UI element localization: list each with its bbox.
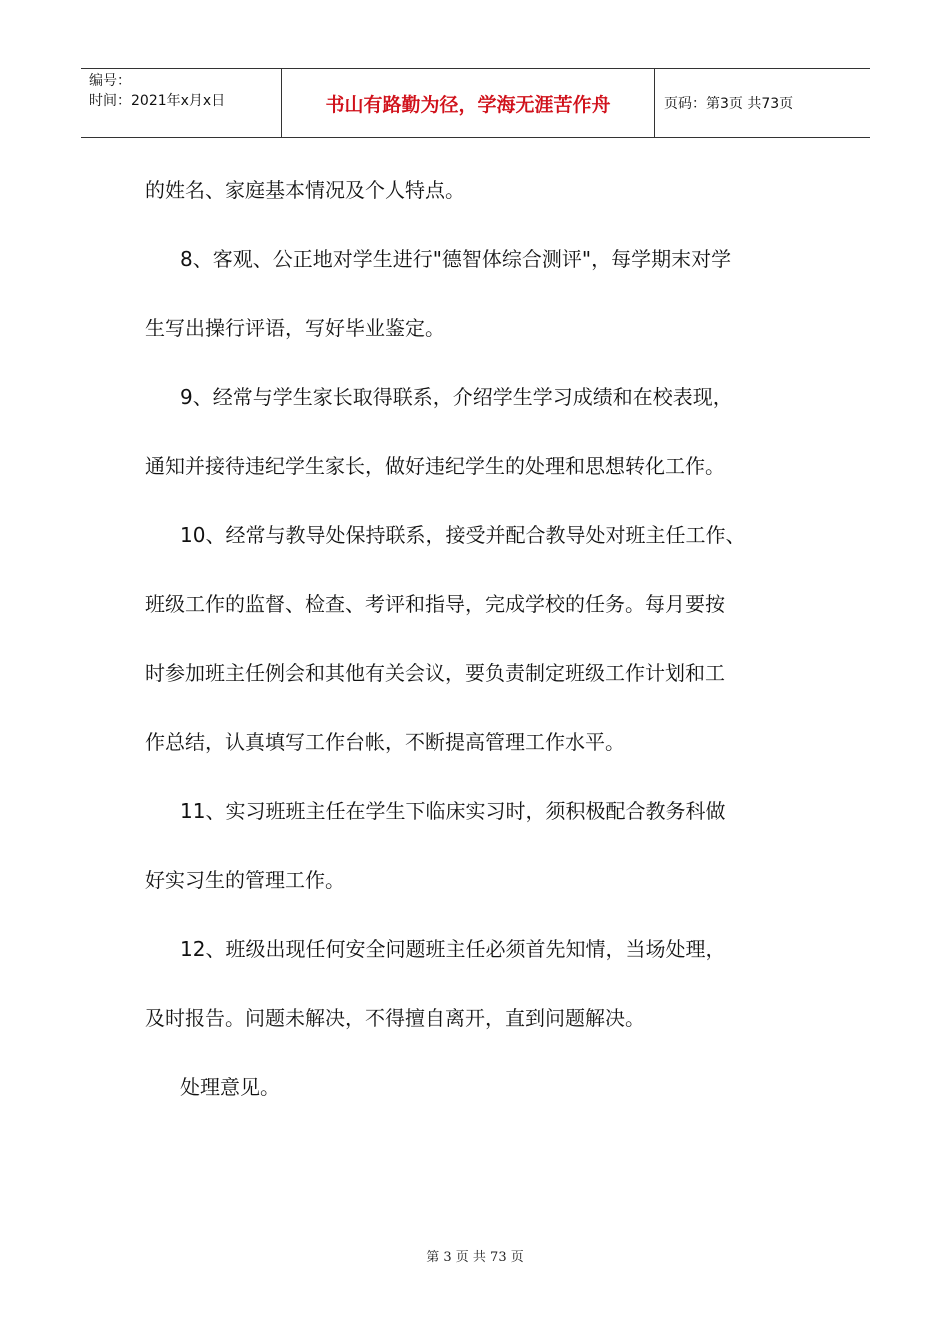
body-line: 的姓名、家庭基本情况及个人特点。 [145,178,465,202]
body-line: 11、实习班班主任在学生下临床实习时，须积极配合教务科做 [180,799,726,823]
body-line: 时参加班主任例会和其他有关会议，要负责制定班级工作计划和工 [145,661,725,685]
body-line: 作总结，认真填写工作台帐，不断提高管理工作水平。 [145,730,625,754]
body-line: 通知并接待违纪学生家长，做好违纪学生的处理和思想转化工作。 [145,454,725,478]
document-body [145,156,815,1122]
body-line: 10、经常与教导处保持联系，接受并配合教导处对班主任工作、 [180,523,746,547]
body-line: 8、客观、公正地对学生进行"德智体综合测评"，每学期末对学 [180,247,732,271]
number-label: 编号： [89,73,131,89]
header-meta [81,69,282,137]
body-line: 生写出操行评语，写好毕业鉴定。 [145,316,445,340]
body-line: 9、经常与学生家长取得联系，介绍学生学习成绩和在校表现， [180,385,733,409]
body-line: 班级工作的监督、检查、考评和指导，完成学校的任务。每月要按 [145,592,725,616]
header-motto: 书山有路勤为径，学海无涯苦作舟 [282,69,655,137]
body-line: 及时报告。问题未解决，不得擅自离开，直到问题解决。 [145,1006,645,1030]
page-footer: 第 3 页 共 73 页 [426,1250,524,1265]
body-line: 12、班级出现任何安全问题班主任必须首先知情，当场处理， [180,937,726,961]
document-header [81,68,870,138]
header-page-info: 页码：第3页 共73页 [664,96,794,112]
body-line: 处理意见。 [180,1075,280,1099]
date-label: 时间：2021年x月x日 [89,93,226,109]
body-line: 好实习生的管理工作。 [145,868,345,892]
